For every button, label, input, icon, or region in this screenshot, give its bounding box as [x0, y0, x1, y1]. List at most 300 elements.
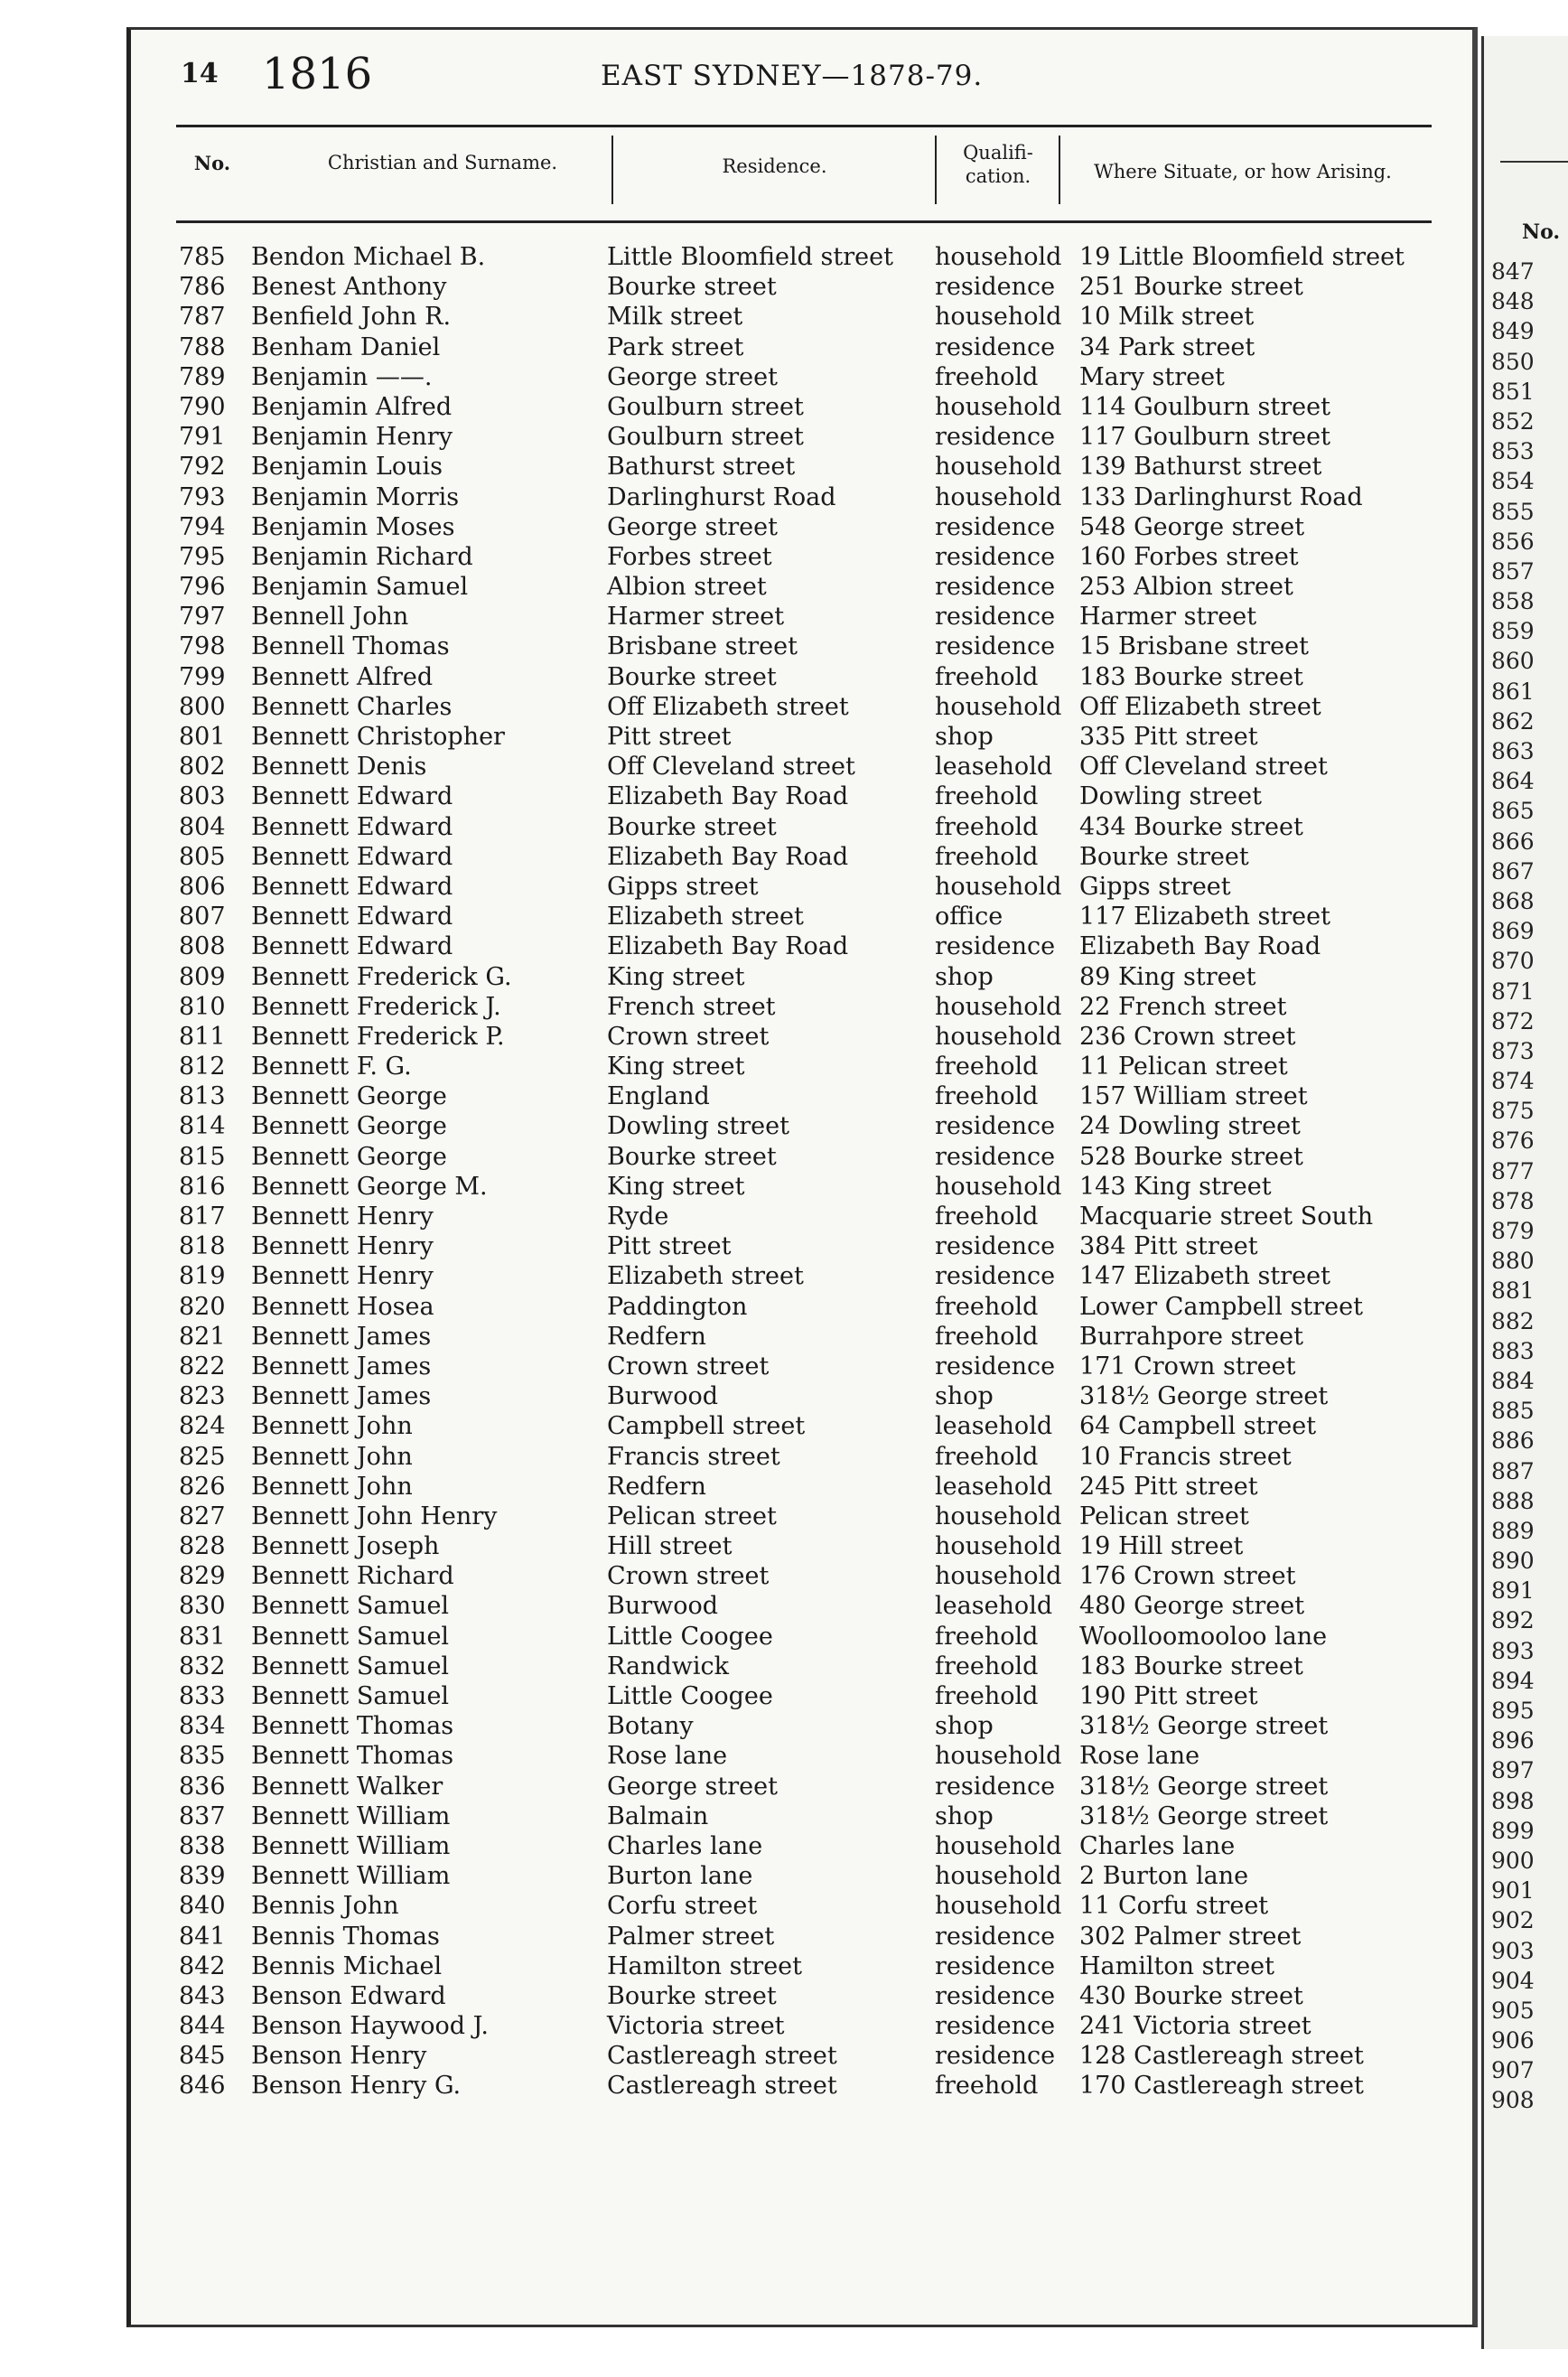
entry-residence: Forbes street: [607, 542, 772, 571]
entry-residence: King street: [607, 1172, 745, 1201]
entry-residence: Pelican street: [607, 1502, 777, 1530]
entry-where: 143 King street: [1079, 1172, 1272, 1201]
entry-name: Bennett Henry: [251, 1203, 434, 1231]
entry-number: 809: [179, 962, 226, 991]
entry-qualification: residence: [935, 1262, 1056, 1291]
entry-number: 834: [179, 1712, 226, 1741]
page-number: 14: [181, 58, 219, 89]
entry-residence: Francis street: [607, 1442, 780, 1471]
entry-name: Benham Daniel: [251, 332, 441, 361]
next-page-number: 908: [1491, 2087, 1535, 2114]
entry-where: 318½ George street: [1079, 1712, 1329, 1741]
entry-number: 828: [179, 1532, 226, 1561]
entry-residence: Paddington: [607, 1292, 748, 1321]
table-row: [172, 781, 1418, 811]
entry-residence: Crown street: [607, 1352, 770, 1380]
entry-name: Bennett William: [251, 1831, 451, 1860]
next-page-number: 862: [1491, 707, 1535, 735]
entry-where: Burrahpore street: [1079, 1322, 1303, 1351]
entry-residence: Burwood: [607, 1592, 719, 1621]
table-row: [172, 1502, 1418, 1531]
next-page-number: 873: [1491, 1037, 1535, 1064]
next-page-number: 897: [1491, 1757, 1535, 1784]
entry-qualification: household: [935, 1502, 1062, 1530]
next-page-edge: [1481, 36, 1568, 2349]
entry-number: 824: [179, 1412, 226, 1441]
entry-residence: Crown street: [607, 1022, 770, 1051]
entry-qualification: leasehold: [935, 1592, 1053, 1621]
entry-residence: Pitt street: [607, 723, 732, 751]
table-row: [172, 1652, 1418, 1681]
entry-where: Bourke street: [1079, 842, 1249, 871]
entry-name: Benson Henry G.: [251, 2072, 462, 2101]
entry-name: Bennett Edward: [251, 812, 453, 841]
entry-number: 796: [179, 573, 226, 602]
entry-number: 787: [179, 303, 226, 332]
table-row: [172, 1801, 1418, 1831]
col-divider-2: [935, 136, 937, 204]
entry-residence: Milk street: [607, 303, 743, 332]
table-row: [172, 2041, 1418, 2071]
entry-residence: England: [607, 1082, 710, 1111]
entry-number: 789: [179, 362, 226, 391]
entry-residence: Harmer street: [607, 603, 785, 632]
entry-residence: Redfern: [607, 1472, 706, 1501]
entry-name: Bennett Henry: [251, 1232, 434, 1261]
col-head-no: No.: [193, 152, 231, 174]
entry-where: 176 Crown street: [1079, 1562, 1296, 1591]
table-row: [172, 812, 1418, 842]
entry-residence: King street: [607, 1053, 745, 1081]
entry-name: Bennett William: [251, 1801, 451, 1830]
entry-where: Mary street: [1079, 362, 1225, 391]
entry-number: 837: [179, 1801, 226, 1830]
entry-where: 89 King street: [1079, 962, 1256, 991]
entry-residence: Elizabeth street: [607, 1262, 804, 1291]
next-page-number: 861: [1491, 678, 1535, 705]
next-page-number: 855: [1491, 498, 1535, 525]
next-page-number: 867: [1491, 857, 1535, 884]
entry-where: 318½ George street: [1079, 1772, 1329, 1801]
entry-where: 114 Goulburn street: [1079, 392, 1330, 421]
entry-where: 2 Burton lane: [1079, 1862, 1249, 1891]
table-row: [172, 1922, 1418, 1951]
entry-qualification: shop: [935, 962, 994, 991]
next-page-number: 877: [1491, 1157, 1535, 1184]
table-row: [172, 1981, 1418, 2011]
table-row: [172, 452, 1418, 482]
entry-name: Bennett George: [251, 1142, 447, 1171]
entry-name: Bennett Alfred: [251, 662, 434, 691]
entry-where: 251 Bourke street: [1079, 273, 1303, 302]
entry-number: 785: [179, 243, 226, 271]
next-page-number: 863: [1491, 738, 1535, 764]
entry-qualification: residence: [935, 932, 1056, 961]
table-row: [172, 1381, 1418, 1411]
entry-number: 820: [179, 1292, 226, 1321]
entry-qualification: leasehold: [935, 753, 1053, 781]
entry-residence: Bourke street: [607, 662, 777, 691]
entry-qualification: household: [935, 992, 1062, 1021]
entry-where: 19 Little Bloomfield street: [1079, 243, 1405, 271]
table-row: [172, 1711, 1418, 1741]
entry-residence: George street: [607, 362, 778, 391]
table-row: [172, 302, 1418, 332]
entry-name: Bennett Christopher: [251, 723, 505, 751]
entry-qualification: household: [935, 1862, 1062, 1891]
next-page-number: 870: [1491, 948, 1535, 975]
entry-number: 833: [179, 1682, 226, 1710]
entry-number: 813: [179, 1082, 226, 1111]
table-row: [172, 1741, 1418, 1771]
entry-where: Pelican street: [1079, 1502, 1249, 1530]
entry-where: 480 George street: [1079, 1592, 1305, 1621]
entry-qualification: household: [935, 1532, 1062, 1561]
entry-name: Bennis Thomas: [251, 1922, 440, 1951]
entry-residence: Hamilton street: [607, 1951, 803, 1980]
next-page-number: 869: [1491, 918, 1535, 945]
entry-residence: Little Coogee: [607, 1622, 773, 1651]
entry-name: Bennett George M.: [251, 1172, 488, 1201]
table-row: [172, 1442, 1418, 1472]
entry-qualification: freehold: [935, 1322, 1039, 1351]
entry-residence: Little Coogee: [607, 1682, 773, 1710]
entry-name: Bennett Charles: [251, 692, 453, 721]
entry-name: Bennett Walker: [251, 1772, 443, 1801]
table-row: [172, 1622, 1418, 1652]
col-head-qualification: Qualifi- cation.: [963, 142, 1033, 187]
entry-name: Bennett Edward: [251, 932, 453, 961]
entry-residence: Bourke street: [607, 1981, 777, 2010]
entry-residence: Campbell street: [607, 1412, 806, 1441]
table-row: [172, 752, 1418, 781]
next-page-number: 888: [1491, 1487, 1535, 1514]
entry-number: 792: [179, 453, 226, 482]
entry-number: 815: [179, 1142, 226, 1171]
entry-number: 806: [179, 872, 226, 901]
table-row: [172, 572, 1418, 602]
entry-number: 790: [179, 392, 226, 421]
entry-name: Bennett Thomas: [251, 1742, 454, 1771]
next-page-number: 876: [1491, 1128, 1535, 1155]
entry-residence: Albion street: [607, 573, 767, 602]
entry-qualification: residence: [935, 2012, 1056, 2041]
next-page-number: 856: [1491, 528, 1535, 555]
table-row: [172, 1352, 1418, 1381]
entry-residence: King street: [607, 962, 745, 991]
entry-residence: Goulburn street: [607, 392, 804, 421]
entry-number: 825: [179, 1442, 226, 1471]
entry-qualification: household: [935, 1172, 1062, 1201]
entry-name: Bennett Denis: [251, 753, 427, 781]
table-row: [172, 1531, 1418, 1561]
col-head-where: Where Situate, or how Arising.: [1094, 161, 1392, 182]
entry-name: Bennett Edward: [251, 903, 453, 931]
entry-name: Bennett Henry: [251, 1262, 434, 1291]
entry-name: Bennett William: [251, 1862, 451, 1891]
table-row: [172, 662, 1418, 692]
entry-name: Bennett Frederick G.: [251, 962, 512, 991]
next-page-rule: [1500, 161, 1568, 163]
table-row: [172, 1591, 1418, 1621]
entry-where: 117 Elizabeth street: [1079, 903, 1330, 931]
entry-where: Harmer street: [1079, 603, 1257, 632]
entry-number: 791: [179, 423, 226, 452]
entry-name: Bennett James: [251, 1352, 432, 1380]
entry-where: 183 Bourke street: [1079, 1652, 1303, 1680]
entry-where: 24 Dowling street: [1079, 1112, 1301, 1141]
entry-residence: Little Bloomfield street: [607, 243, 893, 271]
entry-number: 842: [179, 1951, 226, 1980]
entry-qualification: freehold: [935, 1053, 1039, 1081]
entry-where: 170 Castlereagh street: [1079, 2072, 1364, 2101]
table-row: [172, 692, 1418, 722]
entry-qualification: household: [935, 1892, 1062, 1921]
entry-number: 805: [179, 842, 226, 871]
entry-residence: Darlinghurst Road: [607, 482, 836, 511]
entry-name: Bennett Joseph: [251, 1532, 440, 1561]
entry-where: 10 Francis street: [1079, 1442, 1292, 1471]
next-page-number: 850: [1491, 348, 1535, 375]
entry-name: Bennell Thomas: [251, 632, 450, 661]
entry-where: 302 Palmer street: [1079, 1922, 1302, 1951]
entry-where: 528 Bourke street: [1079, 1142, 1303, 1171]
entry-qualification: freehold: [935, 1652, 1039, 1680]
register-table: [172, 242, 1418, 2101]
entry-name: Bennett Samuel: [251, 1622, 450, 1651]
entry-number: 795: [179, 542, 226, 571]
entry-where: 15 Brisbane street: [1079, 632, 1309, 661]
entry-number: 832: [179, 1652, 226, 1680]
entry-name: Bennett John Henry: [251, 1502, 498, 1530]
entry-name: Benjamin Louis: [251, 453, 443, 482]
entry-residence: French street: [607, 992, 776, 1021]
table-row: [172, 962, 1418, 992]
entry-residence: Castlereagh street: [607, 2042, 837, 2071]
entry-name: Benjamin Samuel: [251, 573, 469, 602]
entry-qualification: residence: [935, 1232, 1056, 1261]
entry-qualification: leasehold: [935, 1412, 1053, 1441]
entry-number: 794: [179, 512, 226, 541]
table-row: [172, 362, 1418, 392]
entry-residence: Bourke street: [607, 1142, 777, 1171]
entry-number: 818: [179, 1232, 226, 1261]
entry-qualification: freehold: [935, 842, 1039, 871]
entry-qualification: freehold: [935, 2072, 1039, 2101]
entry-where: 11 Corfu street: [1079, 1892, 1269, 1921]
next-page-number: 864: [1491, 768, 1535, 795]
entry-qualification: freehold: [935, 812, 1039, 841]
entry-where: Woolloomooloo lane: [1079, 1622, 1328, 1651]
table-row: [172, 931, 1418, 961]
entry-name: Bennett Frederick P.: [251, 1022, 505, 1051]
entry-where: 160 Forbes street: [1079, 542, 1299, 571]
entry-residence: Elizabeth Bay Road: [607, 932, 849, 961]
next-page-number: 891: [1491, 1577, 1535, 1605]
next-page-number: 866: [1491, 828, 1535, 855]
entry-qualification: residence: [935, 512, 1056, 541]
next-page-number: 904: [1491, 1967, 1535, 1994]
table-row: [172, 1292, 1418, 1322]
table-row: [172, 1261, 1418, 1291]
entry-number: 811: [179, 1022, 226, 1051]
next-page-number: 896: [1491, 1727, 1535, 1755]
table-row: [172, 2011, 1418, 2041]
entry-qualification: residence: [935, 1922, 1056, 1951]
entry-name: Bennell John: [251, 603, 409, 632]
entry-where: 19 Hill street: [1079, 1532, 1244, 1561]
entry-number: 835: [179, 1742, 226, 1771]
entry-where: 147 Elizabeth street: [1079, 1262, 1330, 1291]
table-row: [172, 1081, 1418, 1111]
entry-qualification: freehold: [935, 362, 1039, 391]
entry-name: Bennett Thomas: [251, 1712, 454, 1741]
entry-name: Benjamin Morris: [251, 482, 460, 511]
entry-number: 846: [179, 2072, 226, 2101]
entry-qualification: household: [935, 872, 1062, 901]
next-page-number: 879: [1491, 1218, 1535, 1244]
entry-qualification: household: [935, 392, 1062, 421]
entry-number: 827: [179, 1502, 226, 1530]
entry-qualification: residence: [935, 1951, 1056, 1980]
entry-number: 844: [179, 2012, 226, 2041]
entry-name: Bennett James: [251, 1322, 432, 1351]
next-page-number: 885: [1491, 1398, 1535, 1425]
entry-name: Benson Henry: [251, 2042, 427, 2071]
entry-where: 171 Crown street: [1079, 1352, 1296, 1380]
entry-residence: Ryde: [607, 1203, 669, 1231]
next-page-number: 848: [1491, 288, 1535, 315]
entry-name: Bennett John: [251, 1412, 413, 1441]
entry-number: 826: [179, 1472, 226, 1501]
table-row: [172, 842, 1418, 872]
entry-where: Elizabeth Bay Road: [1079, 932, 1321, 961]
entry-residence: Gipps street: [607, 872, 759, 901]
entry-where: 241 Victoria street: [1079, 2012, 1311, 2041]
entry-number: 819: [179, 1262, 226, 1291]
table-row: [172, 2071, 1418, 2101]
entry-residence: George street: [607, 512, 778, 541]
page-title: EAST SYDNEY—1878-79.: [601, 60, 984, 92]
entry-residence: Randwick: [607, 1652, 729, 1680]
entry-qualification: shop: [935, 1382, 994, 1411]
entry-name: Bennett Hosea: [251, 1292, 434, 1321]
entry-qualification: residence: [935, 2042, 1056, 2071]
entry-qualification: residence: [935, 1772, 1056, 1801]
entry-residence: Pitt street: [607, 1232, 732, 1261]
entry-name: Bennett Richard: [251, 1562, 454, 1591]
entry-where: 10 Milk street: [1079, 303, 1255, 332]
entry-number: 804: [179, 812, 226, 841]
entry-where: 190 Pitt street: [1079, 1682, 1258, 1710]
next-page-number: 860: [1491, 648, 1535, 675]
entry-name: Bennett Samuel: [251, 1652, 450, 1680]
entry-name: Benest Anthony: [251, 273, 447, 302]
entry-residence: Burwood: [607, 1382, 719, 1411]
col-head-name: Christian and Surname.: [327, 152, 558, 173]
entry-number: 786: [179, 273, 226, 302]
table-row: [172, 1861, 1418, 1891]
entry-name: Bennett Edward: [251, 872, 453, 901]
table-row: [172, 512, 1418, 542]
table-row: [172, 1831, 1418, 1861]
next-page-number: 882: [1491, 1307, 1535, 1334]
table-row: [172, 1681, 1418, 1711]
entry-qualification: freehold: [935, 662, 1039, 691]
entry-number: 822: [179, 1352, 226, 1380]
next-page-number: 901: [1491, 1877, 1535, 1904]
entry-residence: Crown street: [607, 1562, 770, 1591]
entry-where: 430 Bourke street: [1079, 1981, 1303, 2010]
entry-qualification: residence: [935, 1112, 1056, 1141]
table-row: [172, 632, 1418, 661]
next-page-number: 894: [1491, 1667, 1535, 1694]
entry-where: 384 Pitt street: [1079, 1232, 1258, 1261]
entry-name: Bennett James: [251, 1382, 432, 1411]
next-page-number: 898: [1491, 1787, 1535, 1814]
entry-qualification: household: [935, 1831, 1062, 1860]
entry-number: 838: [179, 1831, 226, 1860]
entry-name: Bennett Edward: [251, 782, 453, 811]
entry-where: 157 William street: [1079, 1082, 1308, 1111]
entry-residence: Rose lane: [607, 1742, 728, 1771]
next-page-number: 880: [1491, 1248, 1535, 1275]
next-page-number: 878: [1491, 1187, 1535, 1214]
entry-name: Bennis John: [251, 1892, 399, 1921]
entry-name: Bennett John: [251, 1472, 413, 1501]
next-page-number: 906: [1491, 2027, 1535, 2054]
entry-qualification: residence: [935, 1981, 1056, 2010]
entry-where: Rose lane: [1079, 1742, 1200, 1771]
entry-name: Bennis Michael: [251, 1951, 443, 1980]
table-row: [172, 992, 1418, 1022]
header-bottom-rule: [176, 220, 1432, 223]
entry-qualification: freehold: [935, 782, 1039, 811]
next-page-number: 892: [1491, 1607, 1535, 1634]
table-row: [172, 1111, 1418, 1141]
entry-qualification: residence: [935, 273, 1056, 302]
entry-qualification: shop: [935, 723, 994, 751]
entry-number: 803: [179, 782, 226, 811]
entry-where: 22 French street: [1079, 992, 1287, 1021]
entry-residence: Redfern: [607, 1322, 706, 1351]
table-row: [172, 1142, 1418, 1172]
entry-qualification: shop: [935, 1801, 994, 1830]
table-row: [172, 1472, 1418, 1502]
entry-residence: Elizabeth street: [607, 903, 804, 931]
entry-qualification: freehold: [935, 1622, 1039, 1651]
entry-where: 253 Albion street: [1079, 573, 1293, 602]
table-row: [172, 872, 1418, 902]
entry-where: 133 Darlinghurst Road: [1079, 482, 1363, 511]
next-page-number: 859: [1491, 618, 1535, 645]
entry-residence: Bourke street: [607, 273, 777, 302]
entry-residence: Burton lane: [607, 1862, 753, 1891]
entry-where: 34 Park street: [1079, 332, 1255, 361]
entry-qualification: residence: [935, 332, 1056, 361]
entry-number: 801: [179, 723, 226, 751]
table-row: [172, 722, 1418, 752]
next-page-number: 903: [1491, 1937, 1535, 1964]
table-row: [172, 242, 1418, 272]
entry-qualification: residence: [935, 632, 1056, 661]
entry-number: 829: [179, 1562, 226, 1591]
entry-name: Benjamin Henry: [251, 423, 453, 452]
table-row: [172, 1231, 1418, 1261]
entry-qualification: residence: [935, 573, 1056, 602]
entry-qualification: freehold: [935, 1682, 1039, 1710]
next-page-number: 849: [1491, 318, 1535, 345]
